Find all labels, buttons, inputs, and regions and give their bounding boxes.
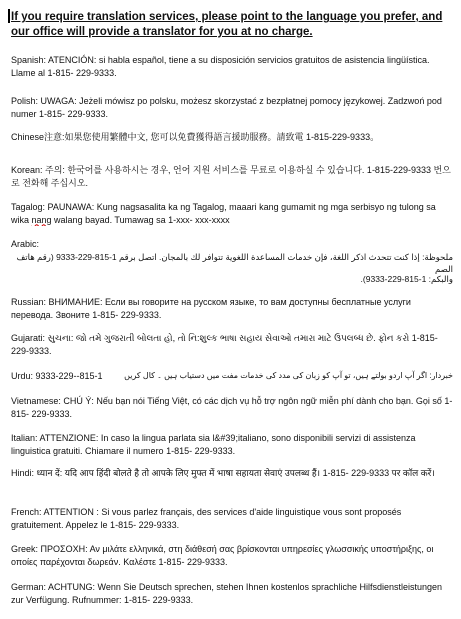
- text-cursor: [8, 9, 10, 23]
- entry-german: German: ACHTUNG: Wenn Sie Deutsch sprechen, stehen Ihnen kostenlos sprachliche Hilfsdienstleistungen zur Verfügung. Rufnummer: 1-815- 229-9333.: [11, 582, 443, 605]
- tagalog-text-start: Tagalog: PAUNAWA: Kung nagsasalita ka ng Tagalog, maaari kang gumamit ng mga serbisyo ng tulong sa wika: [11, 202, 436, 225]
- entry-tagalog: [11, 201, 453, 226]
- urdu-label: Urdu: 9333-229--815-1: [11, 371, 103, 381]
- entry-spanish: Spanish: ATENCIÓN: si habla español, tiene a su disposición servicios gratuitos de asistencia lingüística. Llame al 1-815- 229-9333.: [11, 55, 430, 78]
- tagalog-text-end: walang bayad. Tumawag sa 1-xxx- xxx-xxxx: [51, 214, 230, 225]
- entry-chinese: Chinese注意:如果您使用繁體中文, 您可以免費獲得語言援助服務。請致電 1-815-229-9333。: [11, 132, 380, 142]
- page-title: If you require translation services, please point to the language you prefer, and our office will provide a translator for you at no charge.: [11, 11, 443, 38]
- tagalog-spellcheck-word: nang: [31, 214, 52, 225]
- entry-greek: Greek: ΠΡΟΣΟΧΗ: Αν μιλάτε ελληνικά, στη διάθεσή σας βρίσκονται υπηρεσίες γλωσσικής υποστήριξης, οι οποίες παρέχονται δωρεάν. Καλέστε 1-815- 229-9333.: [11, 544, 434, 567]
- entry-arabic-line1: ملحوظة: إذا كنت تتحدث اذكر اللغة، فإن خدمات المساعدة اللغوية تتوافر لك بالمجان. اتصل برقم 1-815-229-9333 (رقم هاتف الصم: [16, 252, 453, 274]
- entry-arabic-line2: والبكم: 1-815-229-9333).: [360, 274, 453, 284]
- entry-gujarati: Gujarati: સુચના: જો તમે ગુજરાતી બોલતા હો, તો નિ:શુલ્ક ભાષા સહાય સેવાઓ તમારા માટે ઉપલબ્ધ છે. ફોન કરો 1-815- 229-9333.: [11, 333, 438, 356]
- entry-urdu: [11, 370, 453, 383]
- urdu-text: خبردار: اگر آپ اردو بولتے ہیں، تو آپ کو زبان کی مدد کی خدمات مفت میں دستیاب ہیں ۔ کال کریں: [124, 371, 453, 380]
- entry-hindi: Hindi: ध्यान दें: यदि आप हिंदी बोलते है तो आपके लिए मुफ्त में भाषा सहायता सेवाएं उपलब्ध हैं। 1-815- 229-9333 पर कॉल करें।: [11, 468, 435, 478]
- entry-italian: Italian: ATTENZIONE: In caso la lingua parlata sia l&#39;italiano, sono disponibili servizi di assistenza linguistica gratuiti. Chiamare il numero 1-815- 229-9333.: [11, 433, 416, 456]
- entry-polish: Polish: UWAGA: Jeżeli mówisz po polsku, możesz skorzystać z bezpłatnej pomocy językowej. Zadzwoń pod numer 1-815- 229-9333.: [11, 96, 442, 119]
- entry-russian: Russian: ВНИМАНИЕ: Если вы говорите на русском языке, то вам доступны бесплатные услуги перевода. Звоните 1-815- 229-9333.: [11, 297, 411, 320]
- entry-korean: Korean: 주의: 한국어를 사용하시는 경우, 언어 지원 서비스를 무료로 이용하실 수 있습니다. 1-815-229-9333 번으로 전화해 주십시오.: [11, 165, 451, 188]
- entry-french: French: ATTENTION : Si vous parlez français, des services d'aide linguistique vous sont proposés gratuitement. Appelez le 1-815- 229-9333.: [11, 507, 402, 530]
- entry-vietnamese: Vietnamese: CHÚ Ý: Nếu bạn nói Tiếng Việt, có các dịch vụ hỗ trợ ngôn ngữ miễn phí dành cho bạn. Gọi số 1-815- 229-9333.: [11, 396, 453, 419]
- arabic-label: Arabic:: [11, 239, 40, 249]
